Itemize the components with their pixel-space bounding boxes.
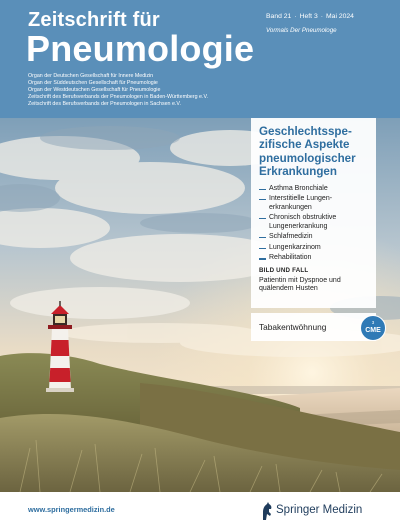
list-item xyxy=(259,233,370,241)
dash-icon xyxy=(259,218,266,219)
organ-line: Zeitschrift des Berufsverbands der Pneumologen in Sachsen e.V. xyxy=(28,101,181,108)
list-item-label: Interstitielle Lungenerkrankungen xyxy=(269,195,333,211)
issue-volume: Band 21 xyxy=(266,13,292,20)
dash-icon xyxy=(259,248,266,249)
bild-und-fall-heading: BILD UND FALL xyxy=(259,266,309,274)
former-title: Vormals Der Pneumologe xyxy=(266,27,337,34)
list-item xyxy=(259,185,370,193)
cover-header xyxy=(0,0,400,118)
issue-number: Heft 3 xyxy=(299,13,318,20)
dash-icon xyxy=(259,258,266,259)
dash-icon xyxy=(259,189,266,190)
cme-topic-label: Tabakentwöhnung xyxy=(259,322,327,332)
organ-line: Organ der Deutschen Gesellschaft für Innere Medizin xyxy=(28,73,154,79)
topic-list xyxy=(259,185,370,263)
publisher-name: Springer Medizin xyxy=(276,504,363,516)
cme-topic-band xyxy=(251,313,376,341)
organ-line: Organ der Westdeutschen Gesellschaft für Pneumologie xyxy=(28,87,161,94)
publisher-logo xyxy=(260,501,380,523)
cme-badge-text: CME xyxy=(365,327,381,334)
list-item-label: Lungenkarzinom xyxy=(269,243,321,251)
publisher-url[interactable]: www.springermedizin.de xyxy=(28,505,115,514)
journal-title-line2: Pneumologie xyxy=(26,28,255,69)
topic-panel xyxy=(251,118,376,308)
issue-date: Mai 2024 xyxy=(326,13,354,20)
organ-line: Organ der Süddeutschen Gesellschaft für Pneumologie xyxy=(28,80,158,87)
list-item xyxy=(259,195,370,212)
organ-line: Zeitschrift des Berufsverbands der Pneumologen in Baden-Württemberg e.V. xyxy=(28,94,208,101)
topic-title: Geschlechtsspezifische Aspekte pneumologischer Erkrankungen xyxy=(259,125,356,179)
cover-footer xyxy=(0,492,400,531)
bild-und-fall-text: Patientin mit Dyspnoe und quälendem Husten xyxy=(259,276,341,293)
cme-badge-number: 3 xyxy=(371,320,375,325)
journal-title-line1: Zeitschrift für xyxy=(28,9,160,31)
list-item-label: Asthma Bronchiale xyxy=(269,184,328,192)
dash-icon xyxy=(259,237,266,238)
list-item xyxy=(259,254,370,262)
issue-separator: · xyxy=(294,13,297,20)
list-item-label: Rehabilitation xyxy=(269,254,312,262)
list-item-label: Chronisch obstruktive Lungenerkrankung xyxy=(269,214,337,230)
organ-list xyxy=(28,73,208,108)
list-item-label: Schlafmedizin xyxy=(269,233,313,241)
cme-badge xyxy=(360,315,386,341)
issue-info xyxy=(266,13,354,20)
list-item xyxy=(259,244,370,252)
dash-icon xyxy=(259,199,266,200)
springer-horse-icon xyxy=(260,501,273,521)
list-item xyxy=(259,214,370,231)
issue-separator: · xyxy=(320,13,323,20)
